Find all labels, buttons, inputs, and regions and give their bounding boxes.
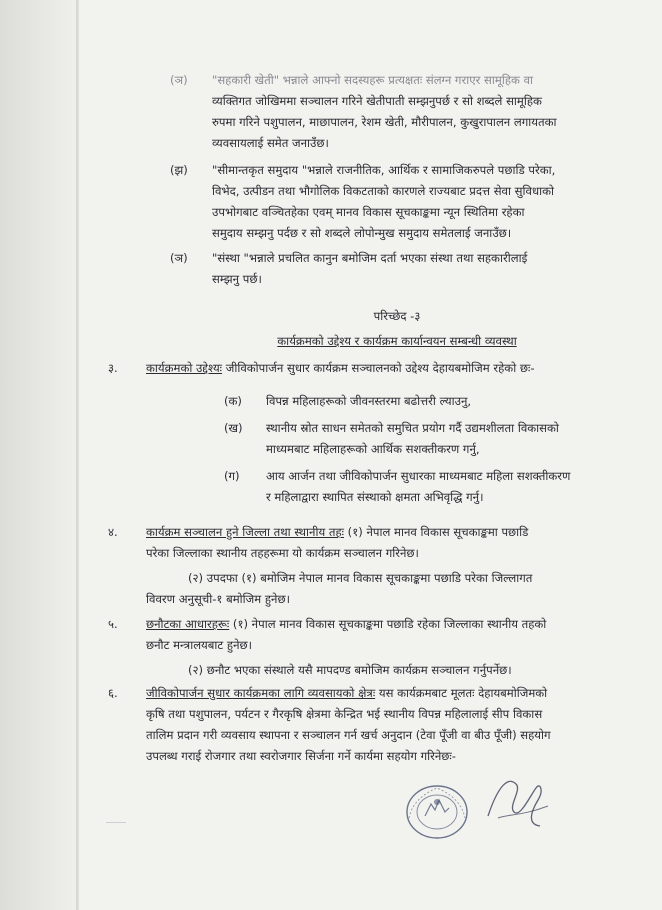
clause-line: सम्झनु पर्छ।: [212, 272, 262, 286]
section-number: ५.: [108, 617, 118, 631]
clause-line: विभेद, उत्पीडन तथा भौगोलिक विकटताको कारणले राज्यबाट प्रदत्त सेवा सुविधाको: [212, 184, 554, 198]
clause-line: उपभोगबाट वञ्चितहेका एवम् मानव विकास सूचकाङ्कमा न्यून स्थितिमा रहेका: [212, 205, 525, 219]
clause-line: व्यक्तिगत जोखिममा सञ्चालन गरिने खेतीपाती सम्झनुपर्छ र सो शब्दले सामूहिक: [212, 94, 542, 108]
section-text: (२) छनौट भएका संस्थाले यसै मापदण्ड बमोजिम कार्यक्रम सञ्चालन गर्नुपर्नेछ।: [188, 663, 512, 677]
section-heading: कार्यक्रम सञ्चालन हुने जिल्ला तथा स्थानीय तहः: [146, 525, 344, 539]
clause-label: (ञ): [170, 251, 188, 265]
list-text-line: आय आर्जन तथा जीविकोपार्जन सुधारका माध्यमबाट महिला सशक्तीकरण: [266, 469, 571, 483]
section-number: ४.: [108, 525, 118, 539]
clause-label: (ञ): [170, 73, 188, 87]
page-fold-line: [76, 0, 78, 910]
section-text: छनौट मन्त्रालयबाट हुनेछ।: [146, 638, 253, 652]
clause-line: रुपमा गरिने पशुपालन, माछापालन, रेशम खेती, मौरीपालन, कुखुरापालन लगायतका: [212, 115, 557, 129]
list-text-line: स्थानीय स्रोत साधन समेतको समुचित प्रयोग गर्दै उद्यमशीलता विकासको: [266, 421, 559, 435]
clause-institution: [108, 248, 648, 290]
official-seal-stamp: [395, 778, 479, 844]
objectives-list: [108, 391, 648, 508]
section-text: यस कार्यक्रमबाट मूलतः देहायबमोजिमको: [375, 686, 548, 700]
list-label: (ग): [224, 469, 240, 483]
section-text: उपलब्ध गराई रोजगार तथा स्वरोजगार सिर्जना गर्ने कार्यमा सहयोग गरिनेछः-: [146, 749, 456, 763]
section-districts: [108, 522, 648, 610]
section-text: जीविकोपार्जन सुधार कार्यक्रम सञ्चालनको उद्देश्य देहायबमोजिम रहेको छः-: [222, 361, 535, 375]
section-text: (२) उपदफा (१) बमोजिम नेपाल मानव विकास सूचकाङ्कमा पछाडि परेका जिल्लागत: [188, 571, 533, 585]
list-text-line: माध्यमबाट महिलाहरूको आर्थिक सशक्तीकरण गर्नु,: [266, 442, 480, 456]
section-text: तालिम प्रदान गरी व्यवसाय स्थापना र सञ्चालन गर्न खर्च अनुदान (टेवा पूँजी वा बीउ पूँजी) सहयोग: [146, 728, 551, 742]
list-label: (ख): [224, 421, 243, 435]
page-binding-edge: [0, 0, 79, 910]
section-text: (१) नेपाल मानव विकास सूचकाङ्कमा पछाडि: [344, 525, 529, 539]
signature: [478, 766, 560, 836]
margin-mark: [106, 822, 126, 823]
section-number: ३.: [108, 361, 118, 375]
section-heading: छनौटका आधारहरूः: [146, 617, 230, 631]
clause-line: "सीमान्तकृत समुदाय "भन्नाले राजनीतिक, आर्थिक र सामाजिकरुपले पछाडि परेका,: [212, 163, 556, 177]
section-text: परेका जिल्लाका स्थानीय तहहरूमा यो कार्यक्रम सञ्चालन गरिनेछ।: [146, 546, 419, 560]
list-label: (क): [224, 394, 242, 408]
section-business-areas: [108, 683, 648, 767]
clause-marginalized-community: [108, 160, 648, 244]
clause-line: व्यवसायलाई समेत जनाउँछ।: [212, 136, 329, 150]
section-text: (१) नेपाल मानव विकास सूचकाङ्कमा पछाडि रहेका जिल्लाका स्थानीय तहको: [229, 617, 547, 631]
section-objectives: [108, 358, 648, 379]
section-text: विवरण अनुसूची-१ बमोजिम हुनेछ।: [146, 592, 290, 606]
chapter-number: परिच्छेद -३: [373, 309, 421, 323]
clause-label: (झ): [170, 163, 188, 177]
section-heading: जीविकोपार्जन सुधार कार्यक्रमका लागि व्यवसायको क्षेत्रः: [146, 686, 376, 700]
list-text-line: र महिलाद्वारा स्थापित संस्थाको क्षमता अभिवृद्धि गर्नु।: [266, 490, 484, 504]
section-selection-basis: [108, 614, 648, 681]
clause-line: समुदाय सम्झनु पर्दछ र सो शब्दले लोपोन्मुख समुदाय समेतलाई जनाउँछ।: [212, 226, 512, 240]
document-body: [108, 70, 648, 767]
clause-line: "संस्था "भन्नाले प्रचलित कानुन बमोजिम दर्ता भएका संस्था तथा सहकारीलाई: [212, 251, 528, 265]
list-item: [108, 466, 648, 508]
clause-line: "सहकारी खेती" भन्नाले आफ्नो सदस्यहरू प्रत्यक्षतः संलग्न गराएर सामूहिक वा: [212, 73, 534, 87]
section-number: ६.: [108, 686, 118, 700]
clause-cooperative-farming: [108, 70, 648, 154]
list-text: विपन्न महिलाहरूको जीवनस्तरमा बढोत्तरी ल्याउनु,: [266, 394, 472, 408]
list-item: [108, 418, 648, 460]
section-text: कृषि तथा पशुपालन, पर्यटन र गैरकृषि क्षेत्रमा केन्द्रित भई स्थानीय विपन्न महिलालाई सीप विकास: [146, 707, 543, 721]
chapter-title: कार्यक्रमको उद्देश्य र कार्यक्रम कार्यान्वयन सम्बन्धी व्यवस्था: [277, 334, 517, 348]
section-heading: कार्यक्रमको उद्देश्यः: [146, 361, 223, 375]
list-item: [108, 391, 648, 412]
